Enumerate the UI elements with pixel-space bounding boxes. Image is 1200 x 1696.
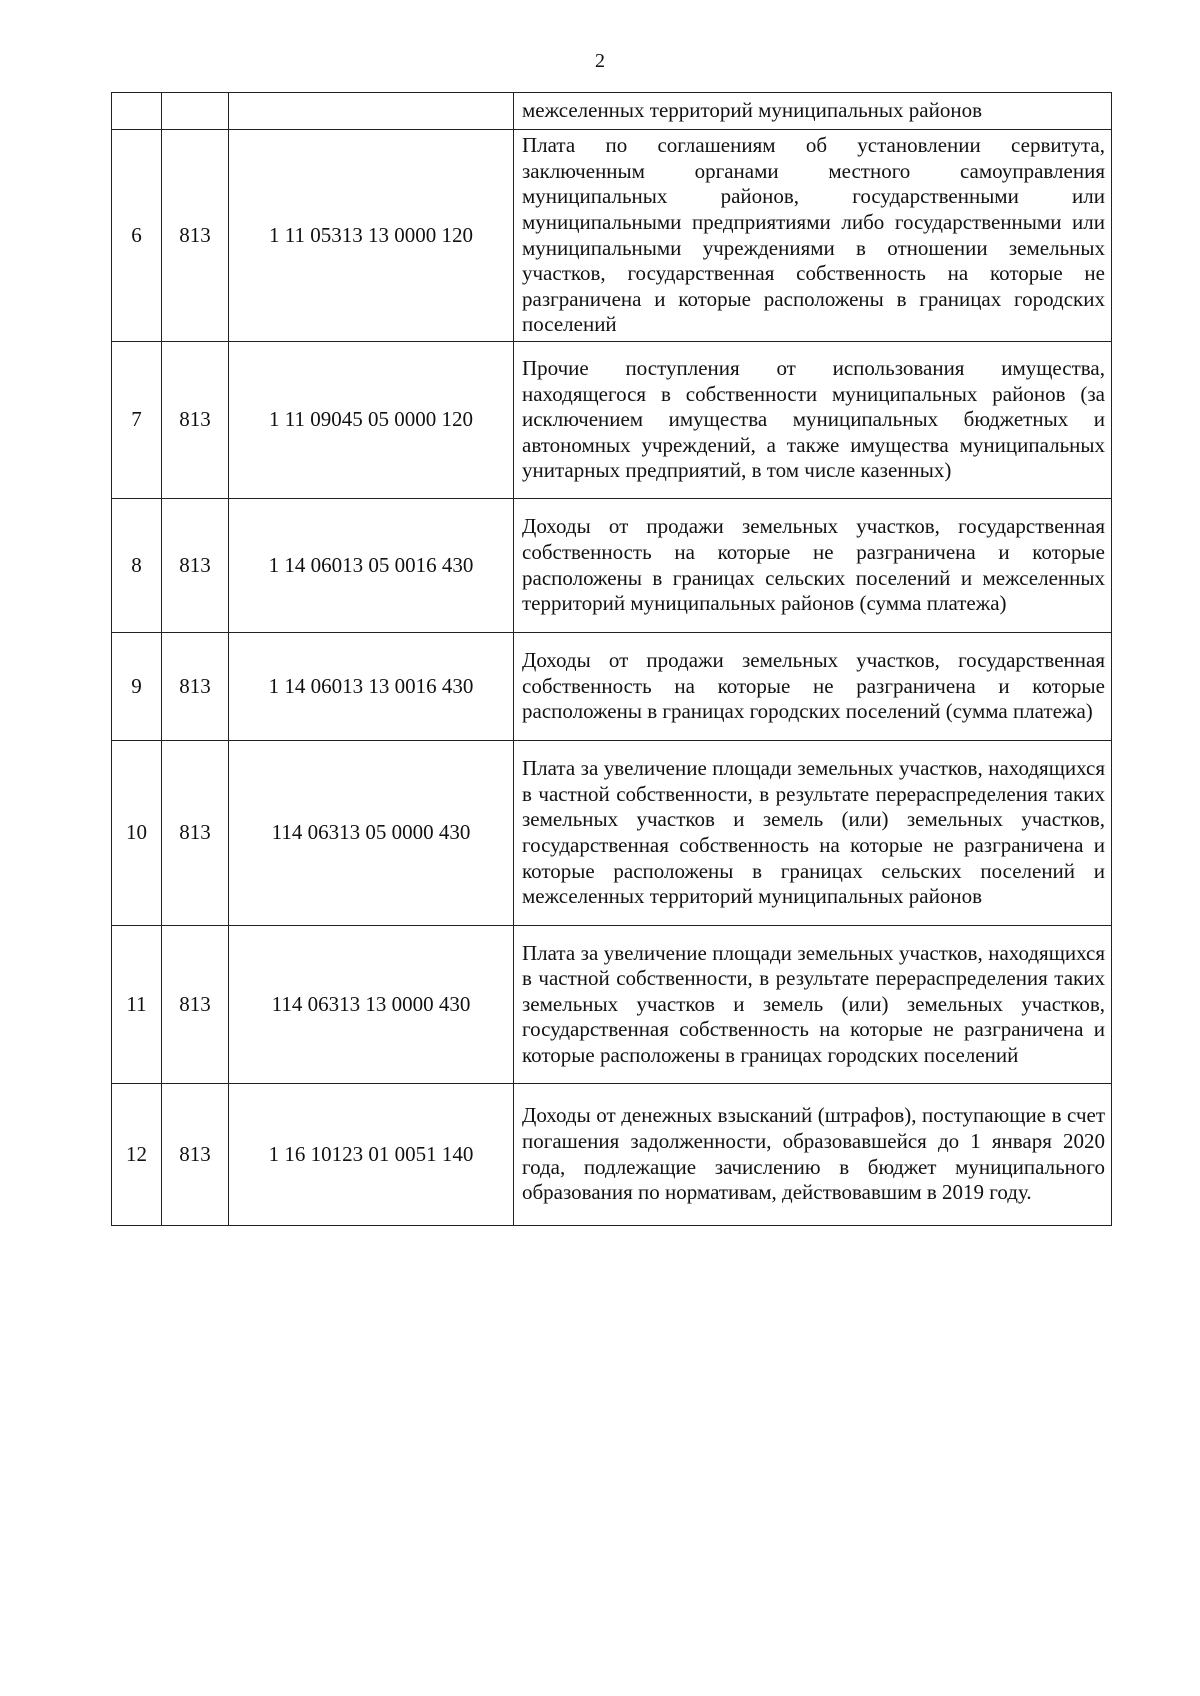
description-cell <box>514 342 1112 499</box>
row-number-cell: 11 <box>112 926 162 1084</box>
row-number-cell: 6 <box>112 130 162 342</box>
admin-code-cell: 813 <box>162 342 229 499</box>
budget-code-cell: 1 16 10123 01 0051 140 <box>229 1084 514 1226</box>
row-number-cell: 10 <box>112 741 162 926</box>
row-number-cell: 12 <box>112 1084 162 1226</box>
admin-code-cell: 813 <box>162 130 229 342</box>
description-cell <box>514 130 1112 342</box>
description-text: Плата за увеличение площади земельных участков, находящихся в частной собственности, в результате перераспределения таких земельных участков и земель (или) земельных участков, государственная собственность на которые не разграничена и которые расположены в границах сельских поселений и межселенных территорий муниципальных районов <box>522 756 1105 909</box>
description-text: Прочие поступления от использования имущества, находящегося в собственности муниципальных районов (за исключением имущества муниципальных бюджетных и автономных учреждений, а также имущества муниципальных унитарных предприятий, в том числе казенных) <box>522 356 1105 483</box>
description-cell <box>514 741 1112 926</box>
budget-code-cell: 1 11 05313 13 0000 120 <box>229 130 514 342</box>
table-row <box>112 633 1112 741</box>
budget-code-cell: 1 11 09045 05 0000 120 <box>229 342 514 499</box>
row-number-cell: 8 <box>112 499 162 633</box>
row-number-cell: 7 <box>112 342 162 499</box>
row-number-cell: 9 <box>112 633 162 741</box>
description-text: Доходы от продажи земельных участков, государственная собственность на которые не разграничена и которые расположены в границах городских поселений (сумма платежа) <box>522 648 1105 724</box>
table-row <box>112 342 1112 499</box>
budget-code-cell: 1 14 06013 05 0016 430 <box>229 499 514 633</box>
description-cell <box>514 926 1112 1084</box>
admin-code-cell: 813 <box>162 926 229 1084</box>
description-cell <box>514 499 1112 633</box>
table-row <box>112 130 1112 342</box>
description-text: Доходы от денежных взысканий (штрафов), поступающие в счет погашения задолженности, образовавшейся до 1 января 2020 года, подлежащие зачислению в бюджет муниципального образования по нормативам, действовавшим в 2019 году. <box>522 1103 1105 1205</box>
page-number: 2 <box>595 50 605 72</box>
admin-code-cell: 813 <box>162 1084 229 1226</box>
table-row <box>112 741 1112 926</box>
admin-code-cell: 813 <box>162 499 229 633</box>
budget-code-cell: 114 06313 13 0000 430 <box>229 926 514 1084</box>
description-cell <box>514 633 1112 741</box>
admin-code-cell <box>162 93 229 130</box>
table-row <box>112 926 1112 1084</box>
description-cell <box>514 1084 1112 1226</box>
admin-code-cell: 813 <box>162 633 229 741</box>
budget-code-cell <box>229 93 514 130</box>
description-text: Доходы от продажи земельных участков, государственная собственность на которые не разграничена и которые расположены в границах сельских поселений и межселенных территорий муниципальных районов (сумма платежа) <box>522 514 1105 616</box>
row-number-cell <box>112 93 162 130</box>
description-cell <box>514 93 1112 130</box>
description-text: межселенных территорий муниципальных районов <box>522 98 982 123</box>
budget-code-cell: 1 14 06013 13 0016 430 <box>229 633 514 741</box>
budget-code-cell: 114 06313 05 0000 430 <box>229 741 514 926</box>
table-row <box>112 1084 1112 1226</box>
table-row <box>112 499 1112 633</box>
table-row <box>112 93 1112 130</box>
description-text: Плата за увеличение площади земельных участков, находящихся в частной собственности, в результате перераспределения таких земельных участков и земель (или) земельных участков, государственная собственность на которые не разграничена и которые расположены в границах городских поселений <box>522 940 1105 1067</box>
revenue-codes-table <box>111 92 1112 1226</box>
admin-code-cell: 813 <box>162 741 229 926</box>
description-text: Плата по соглашениям об установлении сервитута, заключенным органами местного самоуправления муниципальных районов, государственными или муниципальными предприятиями либо государственными или муниципальными учреждениями в отношении земельных участков, государственная собственность на которые не разграничена и которые расположены в границах городских поселений <box>522 133 1105 337</box>
